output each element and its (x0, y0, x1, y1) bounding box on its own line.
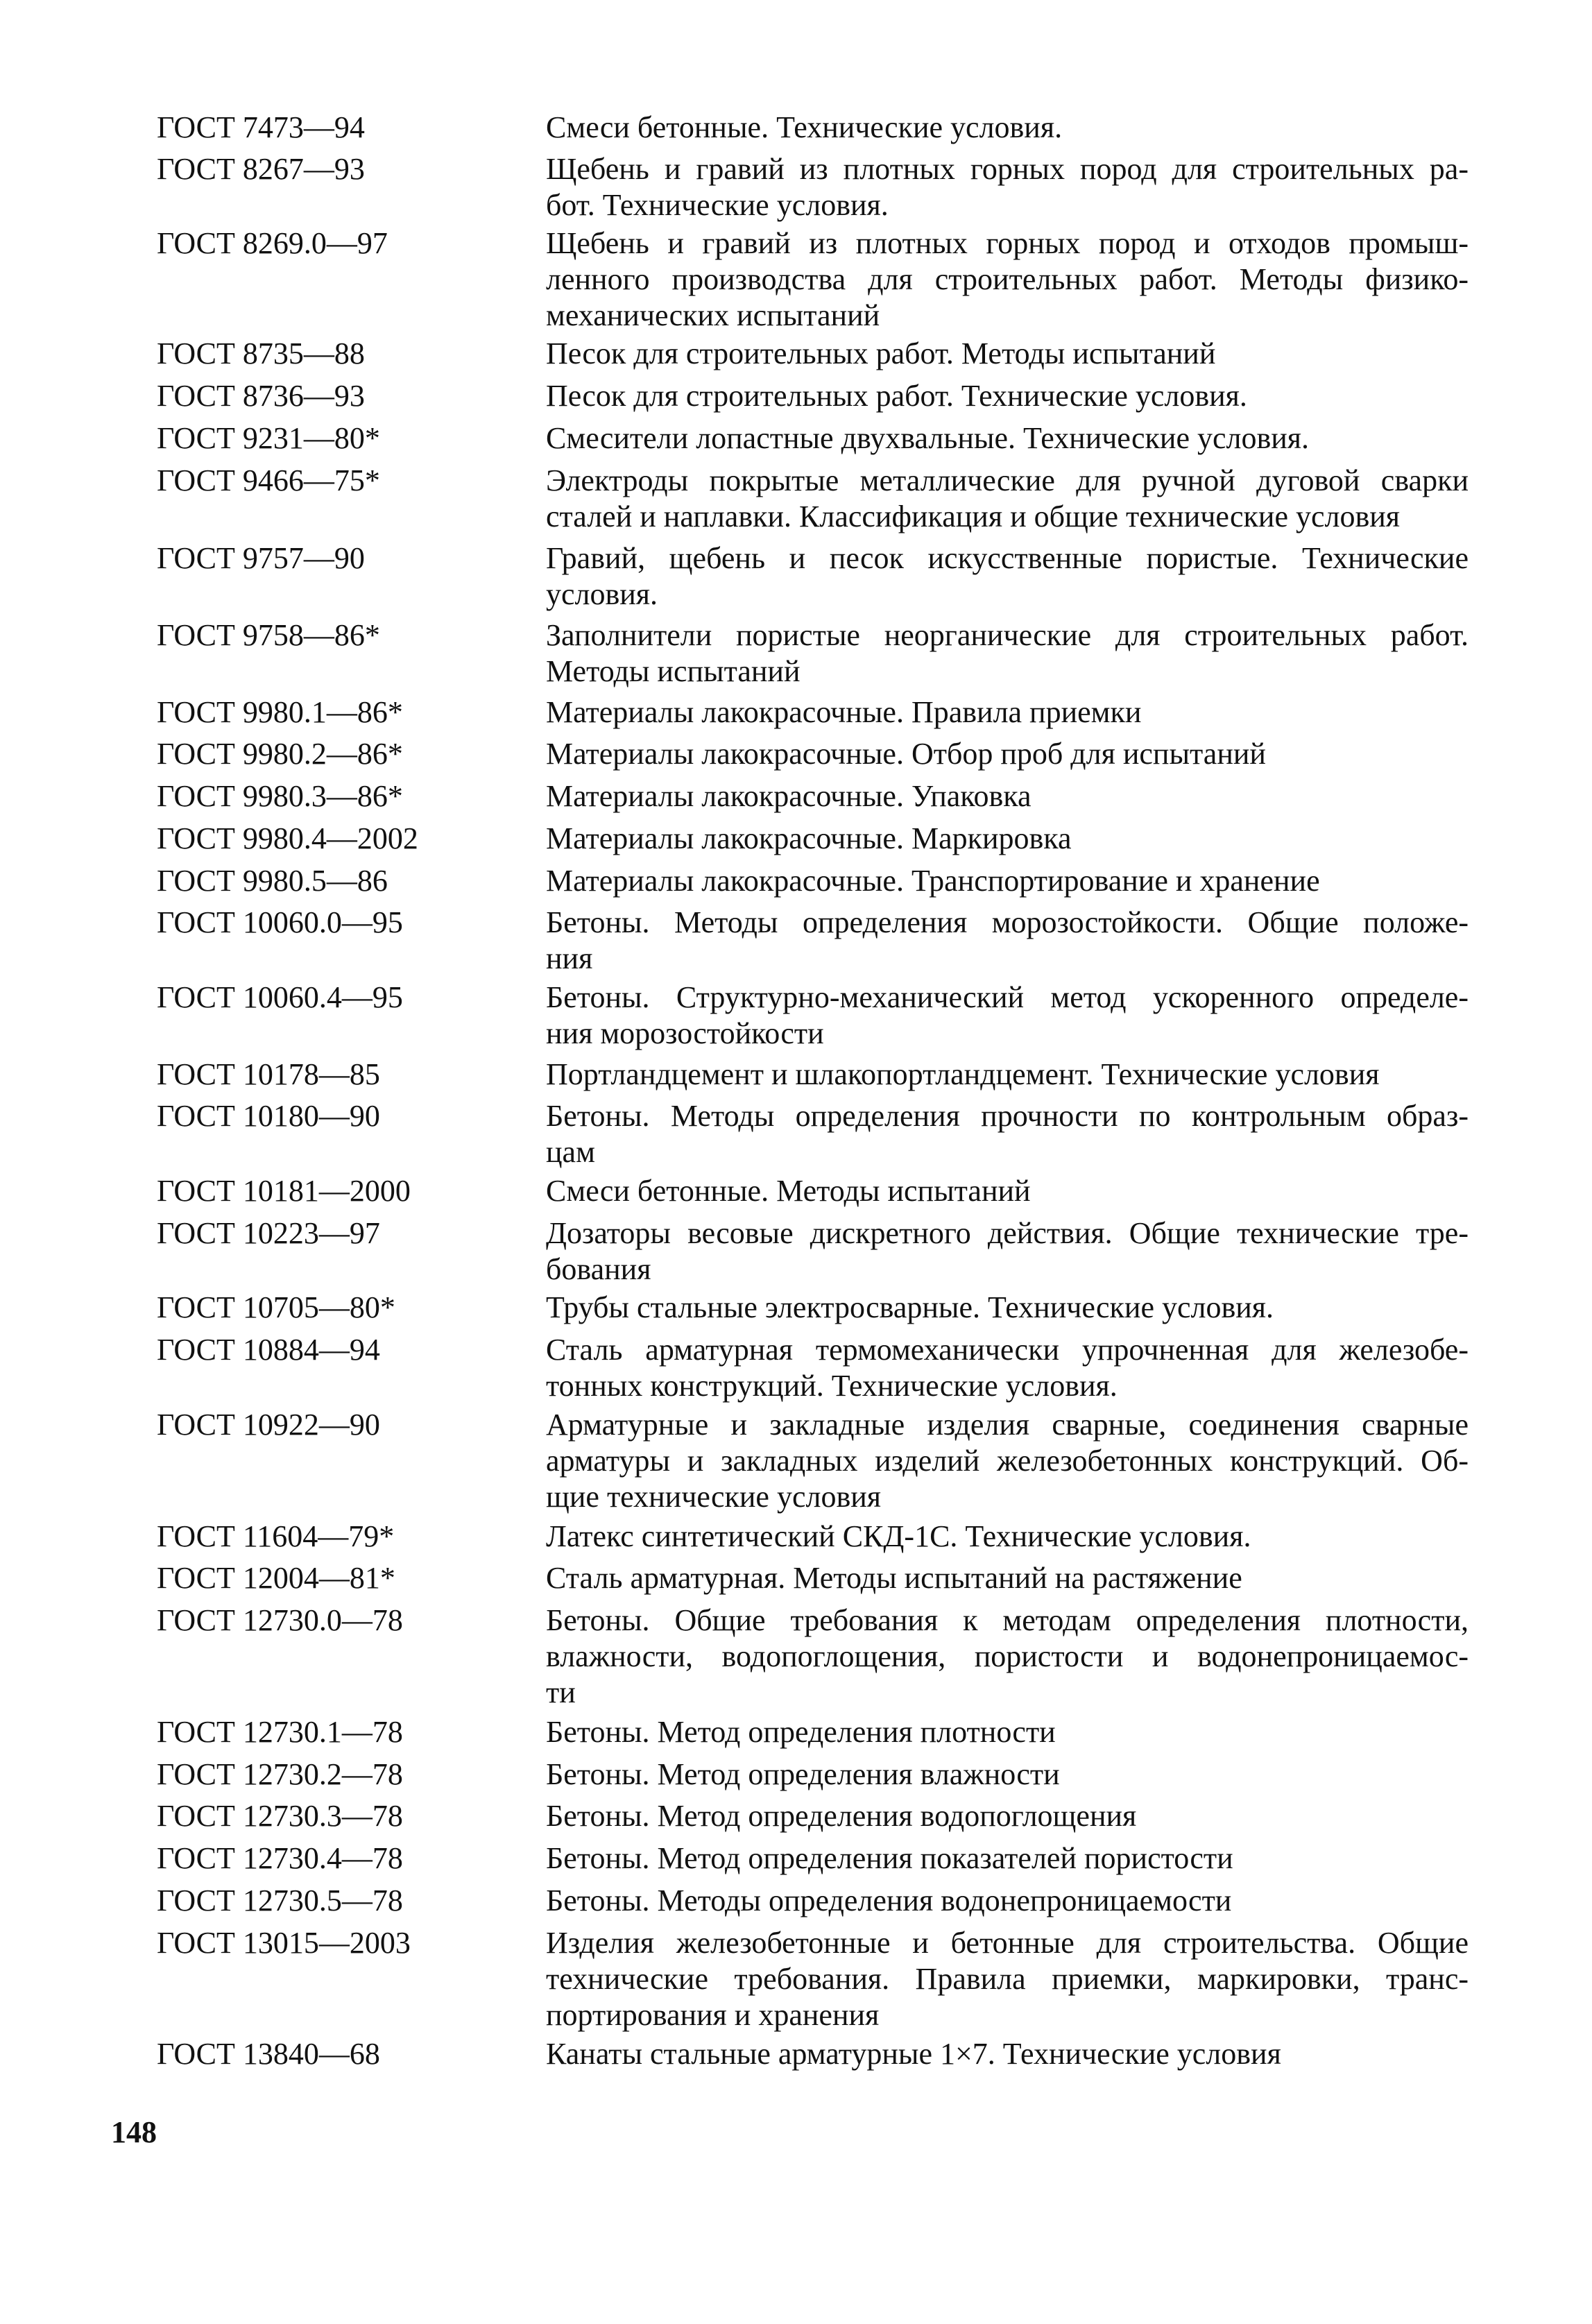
standard-title-line: Сталь арматурная. Методы испытаний на растяжение (546, 1561, 1242, 1595)
standard-title-line: Бетоны. Методы определения прочности по контрольным образ- (546, 1099, 1469, 1133)
standard-title (546, 151, 1469, 223)
standard-title-line: Трубы стальные электросварные. Технические условия. (546, 1290, 1274, 1324)
standard-title (546, 1332, 1469, 1404)
standard-code: ГОСТ 9980.4—2002 (157, 821, 418, 855)
standard-title (546, 336, 1469, 372)
standard-title (546, 821, 1469, 857)
standard-title-line: бот. Технические условия. (546, 188, 889, 222)
standard-code: ГОСТ 13840—68 (157, 2037, 380, 2071)
standard-title (546, 1290, 1469, 1326)
standard-title (546, 1603, 1469, 1711)
standard-code: ГОСТ 10181—2000 (157, 1174, 411, 1208)
standard-title-line: Канаты стальные арматурные 1×7. Технические условия (546, 2037, 1281, 2071)
standard-title-line: ния (546, 941, 593, 975)
standard-code: ГОСТ 13015—2003 (157, 1926, 411, 1960)
standard-code: ГОСТ 8736—93 (157, 379, 365, 413)
standard-title-line: цам (546, 1135, 595, 1169)
standard-code: ГОСТ 10705—80* (157, 1290, 395, 1324)
standard-title-line: ти (546, 1675, 576, 1709)
standard-title-line: Арматурные и закладные изделия сварные, соединения сварные (546, 1408, 1469, 1442)
standard-code: ГОСТ 9980.5—86 (157, 864, 388, 898)
standard-title-line: влажности, водопоглощения, пористости и водонепроницаемос- (546, 1639, 1469, 1673)
standard-title (546, 863, 1469, 899)
standard-code: ГОСТ 12004—81* (157, 1561, 395, 1595)
standard-code: ГОСТ 10060.0—95 (157, 905, 403, 939)
standard-title-line: Бетоны. Методы определения морозостойкости. Общие положе- (546, 905, 1469, 939)
standard-title (546, 1560, 1469, 1596)
standard-code: ГОСТ 10178—85 (157, 1057, 380, 1091)
standard-title (546, 1519, 1469, 1555)
standard-code: ГОСТ 8735—88 (157, 336, 365, 370)
standard-title (546, 1057, 1469, 1093)
standard-code: ГОСТ 12730.2—78 (157, 1757, 403, 1791)
page-number: 148 (111, 2115, 157, 2149)
standard-title-line: Бетоны. Метод определения плотности (546, 1715, 1056, 1749)
standard-title-line: Смеси бетонные. Методы испытаний (546, 1174, 1031, 1208)
standard-title-line: Смеси бетонные. Технические условия. (546, 110, 1063, 144)
standard-code: ГОСТ 10922—90 (157, 1408, 380, 1442)
standard-title-line: Бетоны. Методы определения водонепроницаемости (546, 1883, 1232, 1917)
standard-title-line: Материалы лакокрасочные. Транспортирование и хранение (546, 864, 1320, 898)
standard-title (546, 1883, 1469, 1919)
standard-title (546, 694, 1469, 730)
standard-title-line: Бетоны. Метод определения водопоглощения (546, 1799, 1137, 1833)
standard-code: ГОСТ 9980.3—86* (157, 779, 403, 813)
standard-title-line: портирования и хранения (546, 1998, 880, 2032)
standard-title-line: Заполнители пористые неорганические для строительных работ. (546, 618, 1469, 652)
standard-title (546, 1798, 1469, 1834)
standard-title (546, 463, 1469, 535)
standard-title-line: Бетоны. Общие требования к методам определения плотности, (546, 1603, 1469, 1637)
standard-title (546, 617, 1469, 690)
standard-title (546, 736, 1469, 772)
standard-title (546, 1173, 1469, 1209)
standard-code: ГОСТ 10060.4—95 (157, 980, 403, 1014)
standard-title-line: Бетоны. Структурно-механический метод ускоренного определе- (546, 980, 1469, 1014)
standard-title-line: Песок для строительных работ. Технические условия. (546, 379, 1247, 413)
standard-title (546, 1714, 1469, 1750)
standard-title-line: Портландцемент и шлакопортландцемент. Технические условия (546, 1057, 1380, 1091)
standard-title-line: Песок для строительных работ. Методы испытаний (546, 336, 1216, 370)
standard-title (546, 905, 1469, 977)
standard-code: ГОСТ 10884—94 (157, 1333, 380, 1367)
standard-title-line: Изделия железобетонные и бетонные для строительства. Общие (546, 1926, 1469, 1960)
standard-title-line: Методы испытаний (546, 654, 801, 688)
standard-title-line: технические требования. Правила приемки, маркировки, транс- (546, 1962, 1469, 1996)
standard-title (546, 980, 1469, 1052)
standard-title (546, 225, 1469, 334)
standard-title (546, 110, 1469, 146)
standard-code: ГОСТ 9758—86* (157, 618, 380, 652)
standard-title-line: ленного производства для строительных работ. Методы физико- (546, 262, 1469, 296)
standard-code: ГОСТ 9980.2—86* (157, 737, 403, 771)
standard-title-line: Сталь арматурная термомеханически упрочненная для железобе- (546, 1333, 1469, 1367)
standard-title-line: Дозаторы весовые дискретного действия. Общие технические тре- (546, 1216, 1469, 1250)
standard-title (546, 420, 1469, 456)
standard-code: ГОСТ 9757—90 (157, 541, 365, 575)
standard-title-line: тонных конструкций. Технические условия. (546, 1369, 1118, 1403)
standard-title-line: Материалы лакокрасочные. Упаковка (546, 779, 1032, 813)
standard-title (546, 1757, 1469, 1793)
standard-title-line: бования (546, 1252, 651, 1286)
standard-code: ГОСТ 7473—94 (157, 110, 365, 144)
standard-title-line: условия. (546, 577, 658, 611)
standard-title-line: ния морозостойкости (546, 1016, 824, 1050)
standard-title (546, 1840, 1469, 1877)
standard-title-line: Бетоны. Метод определения влажности (546, 1757, 1060, 1791)
standard-title-line: сталей и наплавки. Классификация и общие технические условия (546, 499, 1401, 533)
standard-title (546, 1215, 1469, 1288)
standard-title-line: Щебень и гравий из плотных горных пород для строительных ра- (546, 152, 1469, 186)
standard-code: ГОСТ 9980.1—86* (157, 695, 403, 729)
standard-title (546, 1925, 1469, 2033)
standard-code: ГОСТ 12730.3—78 (157, 1799, 403, 1833)
standard-code: ГОСТ 11604—79* (157, 1519, 395, 1553)
standard-title (546, 1098, 1469, 1170)
standard-title-line: Электроды покрытые металлические для ручной дуговой сварки (546, 463, 1469, 497)
standard-title-line: Щебень и гравий из плотных горных пород и отходов промыш- (546, 226, 1469, 260)
standard-code: ГОСТ 12730.1—78 (157, 1715, 403, 1749)
standard-code: ГОСТ 9466—75* (157, 463, 380, 497)
standard-title-line: Латекс синтетический СКД-1С. Технические условия. (546, 1519, 1251, 1553)
standard-title-line: арматуры и закладных изделий железобетонных конструкций. Об- (546, 1444, 1469, 1478)
standard-title-line: механических испытаний (546, 298, 880, 332)
standard-code: ГОСТ 8267—93 (157, 152, 365, 186)
standard-title (546, 2036, 1469, 2072)
standard-title (546, 540, 1469, 613)
standard-title-line: Смесители лопастные двухвальные. Технические условия. (546, 421, 1310, 455)
standard-title-line: Бетоны. Метод определения показателей пористости (546, 1841, 1233, 1875)
standard-title-line: Гравий, щебень и песок искусственные пористые. Технические (546, 541, 1469, 575)
standard-title-line: Материалы лакокрасочные. Правила приемки (546, 695, 1142, 729)
standard-title-line: Материалы лакокрасочные. Маркировка (546, 821, 1072, 855)
standard-code: ГОСТ 12730.4—78 (157, 1841, 403, 1875)
standard-code: ГОСТ 8269.0—97 (157, 226, 388, 260)
standard-code: ГОСТ 10180—90 (157, 1099, 380, 1133)
standard-title (546, 778, 1469, 814)
standard-code: ГОСТ 10223—97 (157, 1216, 380, 1250)
standard-title-line: Материалы лакокрасочные. Отбор проб для испытаний (546, 737, 1266, 771)
standard-code: ГОСТ 12730.0—78 (157, 1603, 403, 1637)
standard-title (546, 1407, 1469, 1515)
standard-title (546, 378, 1469, 414)
standard-code: ГОСТ 9231—80* (157, 421, 380, 455)
standard-title-line: щие технические условия (546, 1480, 882, 1514)
standard-code: ГОСТ 12730.5—78 (157, 1883, 403, 1917)
